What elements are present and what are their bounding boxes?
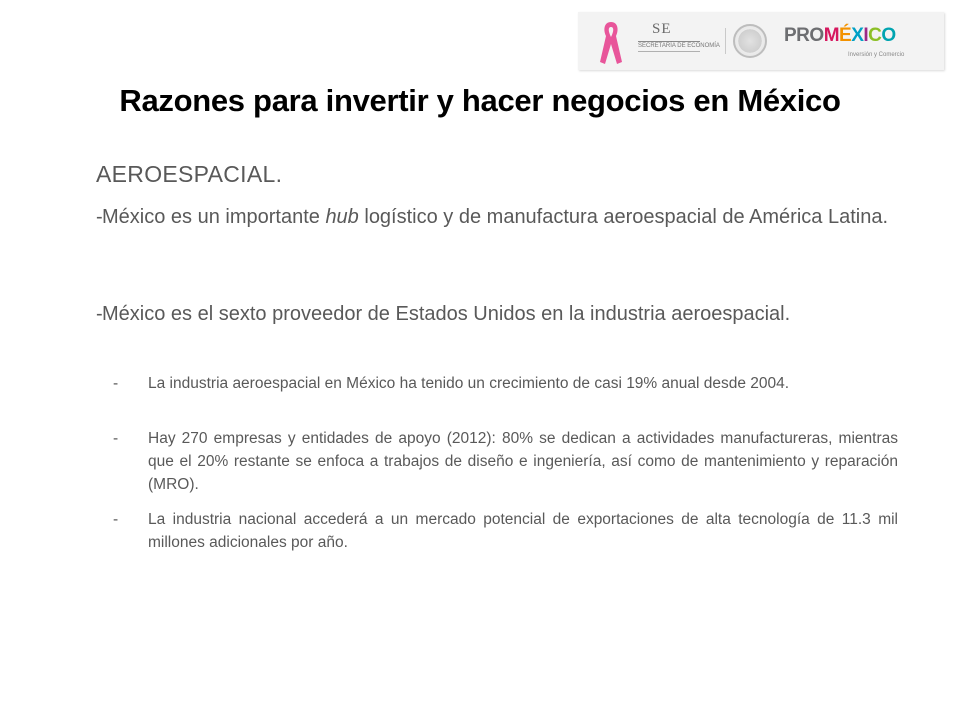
promexico-logo bbox=[784, 25, 934, 65]
secretaria-economia-logo bbox=[638, 21, 718, 57]
sub-bullet-dash: - bbox=[113, 430, 119, 447]
bullet-item bbox=[96, 299, 898, 330]
se-logo-rule-lower bbox=[638, 51, 700, 52]
sub-bullet-text: La industria nacional accederá a un mercado potencial de exportaciones de alta tecnología de 11.3 mil millones adicionales por año. bbox=[148, 511, 898, 551]
bullet-emphasis: hub bbox=[325, 206, 359, 228]
slide-title: Razones para invertir y hacer negocios en México bbox=[119, 83, 841, 118]
bullet-text: México es el sexto proveedor de Estados Unidos en la industria aeroespacial. bbox=[102, 303, 791, 325]
bullet-text: México es un importante hub logístico y de manufactura aeroespacial de América Latina. bbox=[102, 206, 889, 228]
logo-divider bbox=[725, 28, 726, 54]
section-heading: AEROESPACIAL. bbox=[96, 161, 283, 187]
sub-bullet-dash: - bbox=[113, 511, 119, 528]
bullet-dash: - bbox=[96, 303, 103, 325]
promexico-logo-subtext: Inversión y Comercio bbox=[848, 52, 905, 58]
sub-bullet-text: La industria aeroespacial en México ha tenido un crecimiento de casi 19% anual desde 2004. bbox=[148, 375, 790, 392]
sub-bullet-item bbox=[113, 508, 898, 554]
se-logo-text: SE bbox=[652, 21, 672, 37]
bullet-dash: - bbox=[96, 206, 103, 228]
pink-ribbon-icon bbox=[596, 18, 626, 66]
sub-bullet-dash: - bbox=[113, 375, 119, 392]
bullet-item bbox=[96, 202, 898, 233]
se-logo-rule bbox=[638, 41, 700, 42]
sub-bullet-item bbox=[113, 372, 898, 395]
promexico-logo-text: PROMÉXICO bbox=[784, 25, 896, 46]
header-logo-bar bbox=[578, 12, 944, 70]
mexico-coat-of-arms-seal bbox=[733, 24, 767, 58]
sub-bullet-item bbox=[113, 427, 898, 496]
sub-bullet-text: Hay 270 empresas y entidades de apoyo (2012): 80% se dedican a actividades manufactureras, mientras que el 20% restante se enfoca a trabajos de diseño e ingeniería, así como de mantenimiento y reparación (MRO). bbox=[148, 430, 898, 493]
se-logo-subtext: SECRETARÍA DE ECONOMÍA bbox=[638, 43, 720, 49]
